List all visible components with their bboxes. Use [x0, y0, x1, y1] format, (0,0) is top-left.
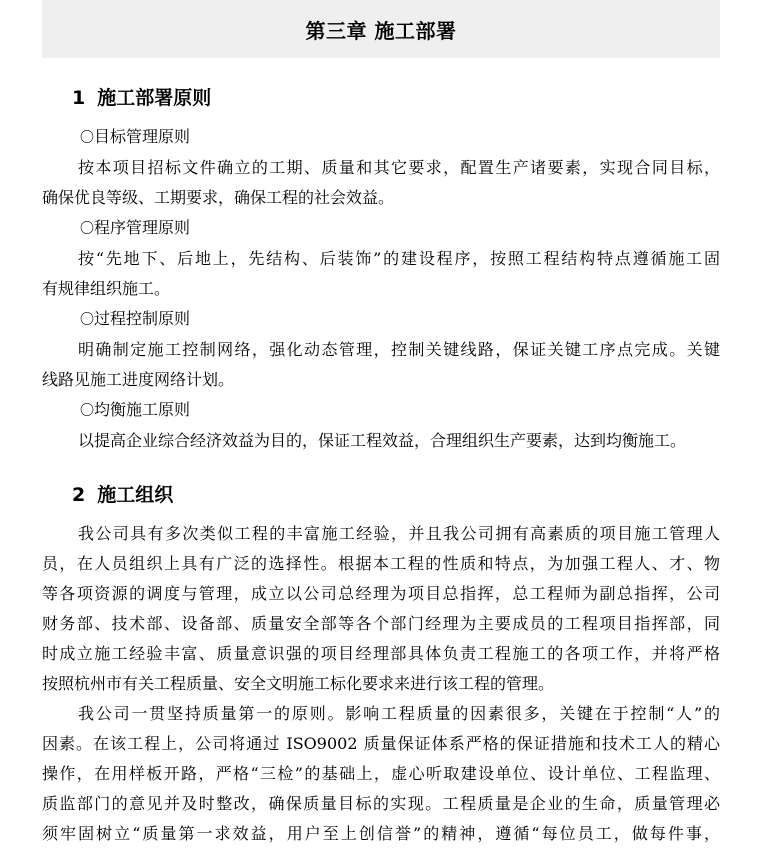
body-line: 确保优良等级、工期要求，确保工程的社会效益。 — [42, 188, 395, 207]
principle-heading — [42, 395, 720, 426]
body-line: 时成立施工经验丰富、质量意识强的项目经理部具体负责工程施工的各项工作，并将严格 — [42, 644, 720, 663]
principle-heading — [42, 213, 720, 244]
body-line: 等各项资源的调度与管理，成立以公司总经理为项目总指挥，总工程师为副总指挥，公司 — [42, 584, 720, 603]
body-line: 员，在人员组织上具有广泛的选择性。根据本工程的性质和特点，为加强工程人、才、物 — [42, 554, 720, 573]
body-line: 按本项目招标文件确立的工期、质量和其它要求，配置生产诸要素，实现合同目标， — [78, 158, 720, 177]
body-line: 须牢固树立“质量第一求效益，用户至上创信誉”的精神，遵循“每位员工，做每件事， — [42, 824, 720, 843]
principle-title: 目标管理原则 — [94, 127, 191, 146]
principle-heading — [42, 122, 720, 153]
body-line: 按照杭州市有关工程质量、安全文明施工标化要求来进行该工程的管理。 — [42, 674, 555, 693]
section-number: 2 — [72, 484, 86, 506]
bullet-icon: 〇 — [80, 312, 94, 328]
section-title: 施工组织 — [97, 484, 174, 506]
bullet-icon: 〇 — [80, 130, 94, 146]
body-line: 因素。在该工程上，公司将通过 ISO9002 质量保证体系严格的保证措施和技术工人的精心 — [42, 734, 720, 753]
bullet-icon: 〇 — [80, 403, 94, 419]
principle-title: 均衡施工原则 — [94, 400, 191, 419]
chapter-title: 第三章 施工部署 — [305, 18, 457, 43]
body-line: 财务部、技术部、设备部、质量安全部等各个部门经理为主要成员的工程项目指挥部，同 — [42, 614, 720, 633]
principle-heading — [42, 304, 720, 335]
section-2-body — [42, 519, 720, 849]
section-heading-1 — [42, 83, 720, 110]
body-line: 按“先地下、后地上，先结构、后装饰”的建设程序，按照工程结构特点遵循施工固 — [78, 249, 720, 268]
body-line: 操作，在用样板开路，严格“三检”的基础上，虚心听取建设单位、设计单位、工程监理、 — [42, 764, 720, 783]
paragraph — [42, 699, 720, 849]
body-line: 我公司一贯坚持质量第一的原则。影响工程质量的因素很多，关键在于控制“人”的 — [78, 704, 720, 723]
body-line: 线路见施工进度网络计划。 — [42, 370, 235, 389]
section-title: 施工部署原则 — [97, 87, 212, 109]
body-line: 明确制定施工控制网络，强化动态管理，控制关键线路，保证关键工序点完成。关键 — [78, 340, 720, 359]
bullet-icon: 〇 — [80, 221, 94, 237]
body-line: 我公司具有多次类似工程的丰富施工经验，并且我公司拥有高素质的项目施工管理人 — [78, 524, 720, 543]
section-number: 1 — [72, 87, 86, 109]
section-1-body — [42, 122, 720, 456]
body-line: 有规律组织施工。 — [42, 279, 171, 298]
principle-title: 过程控制原则 — [94, 309, 191, 328]
document-page — [42, 0, 720, 849]
body-line: 以提高企业综合经济效益为目的，保证工程效益，合理组织生产要素，达到均衡施工。 — [78, 431, 687, 450]
section-heading-2 — [42, 480, 720, 507]
principle-title: 程序管理原则 — [94, 218, 191, 237]
chapter-header — [42, 0, 720, 58]
body-line: 质监部门的意见并及时整改，确保质量目标的实现。工程质量是企业的生命，质量管理必 — [42, 794, 720, 813]
paragraph — [42, 519, 720, 699]
